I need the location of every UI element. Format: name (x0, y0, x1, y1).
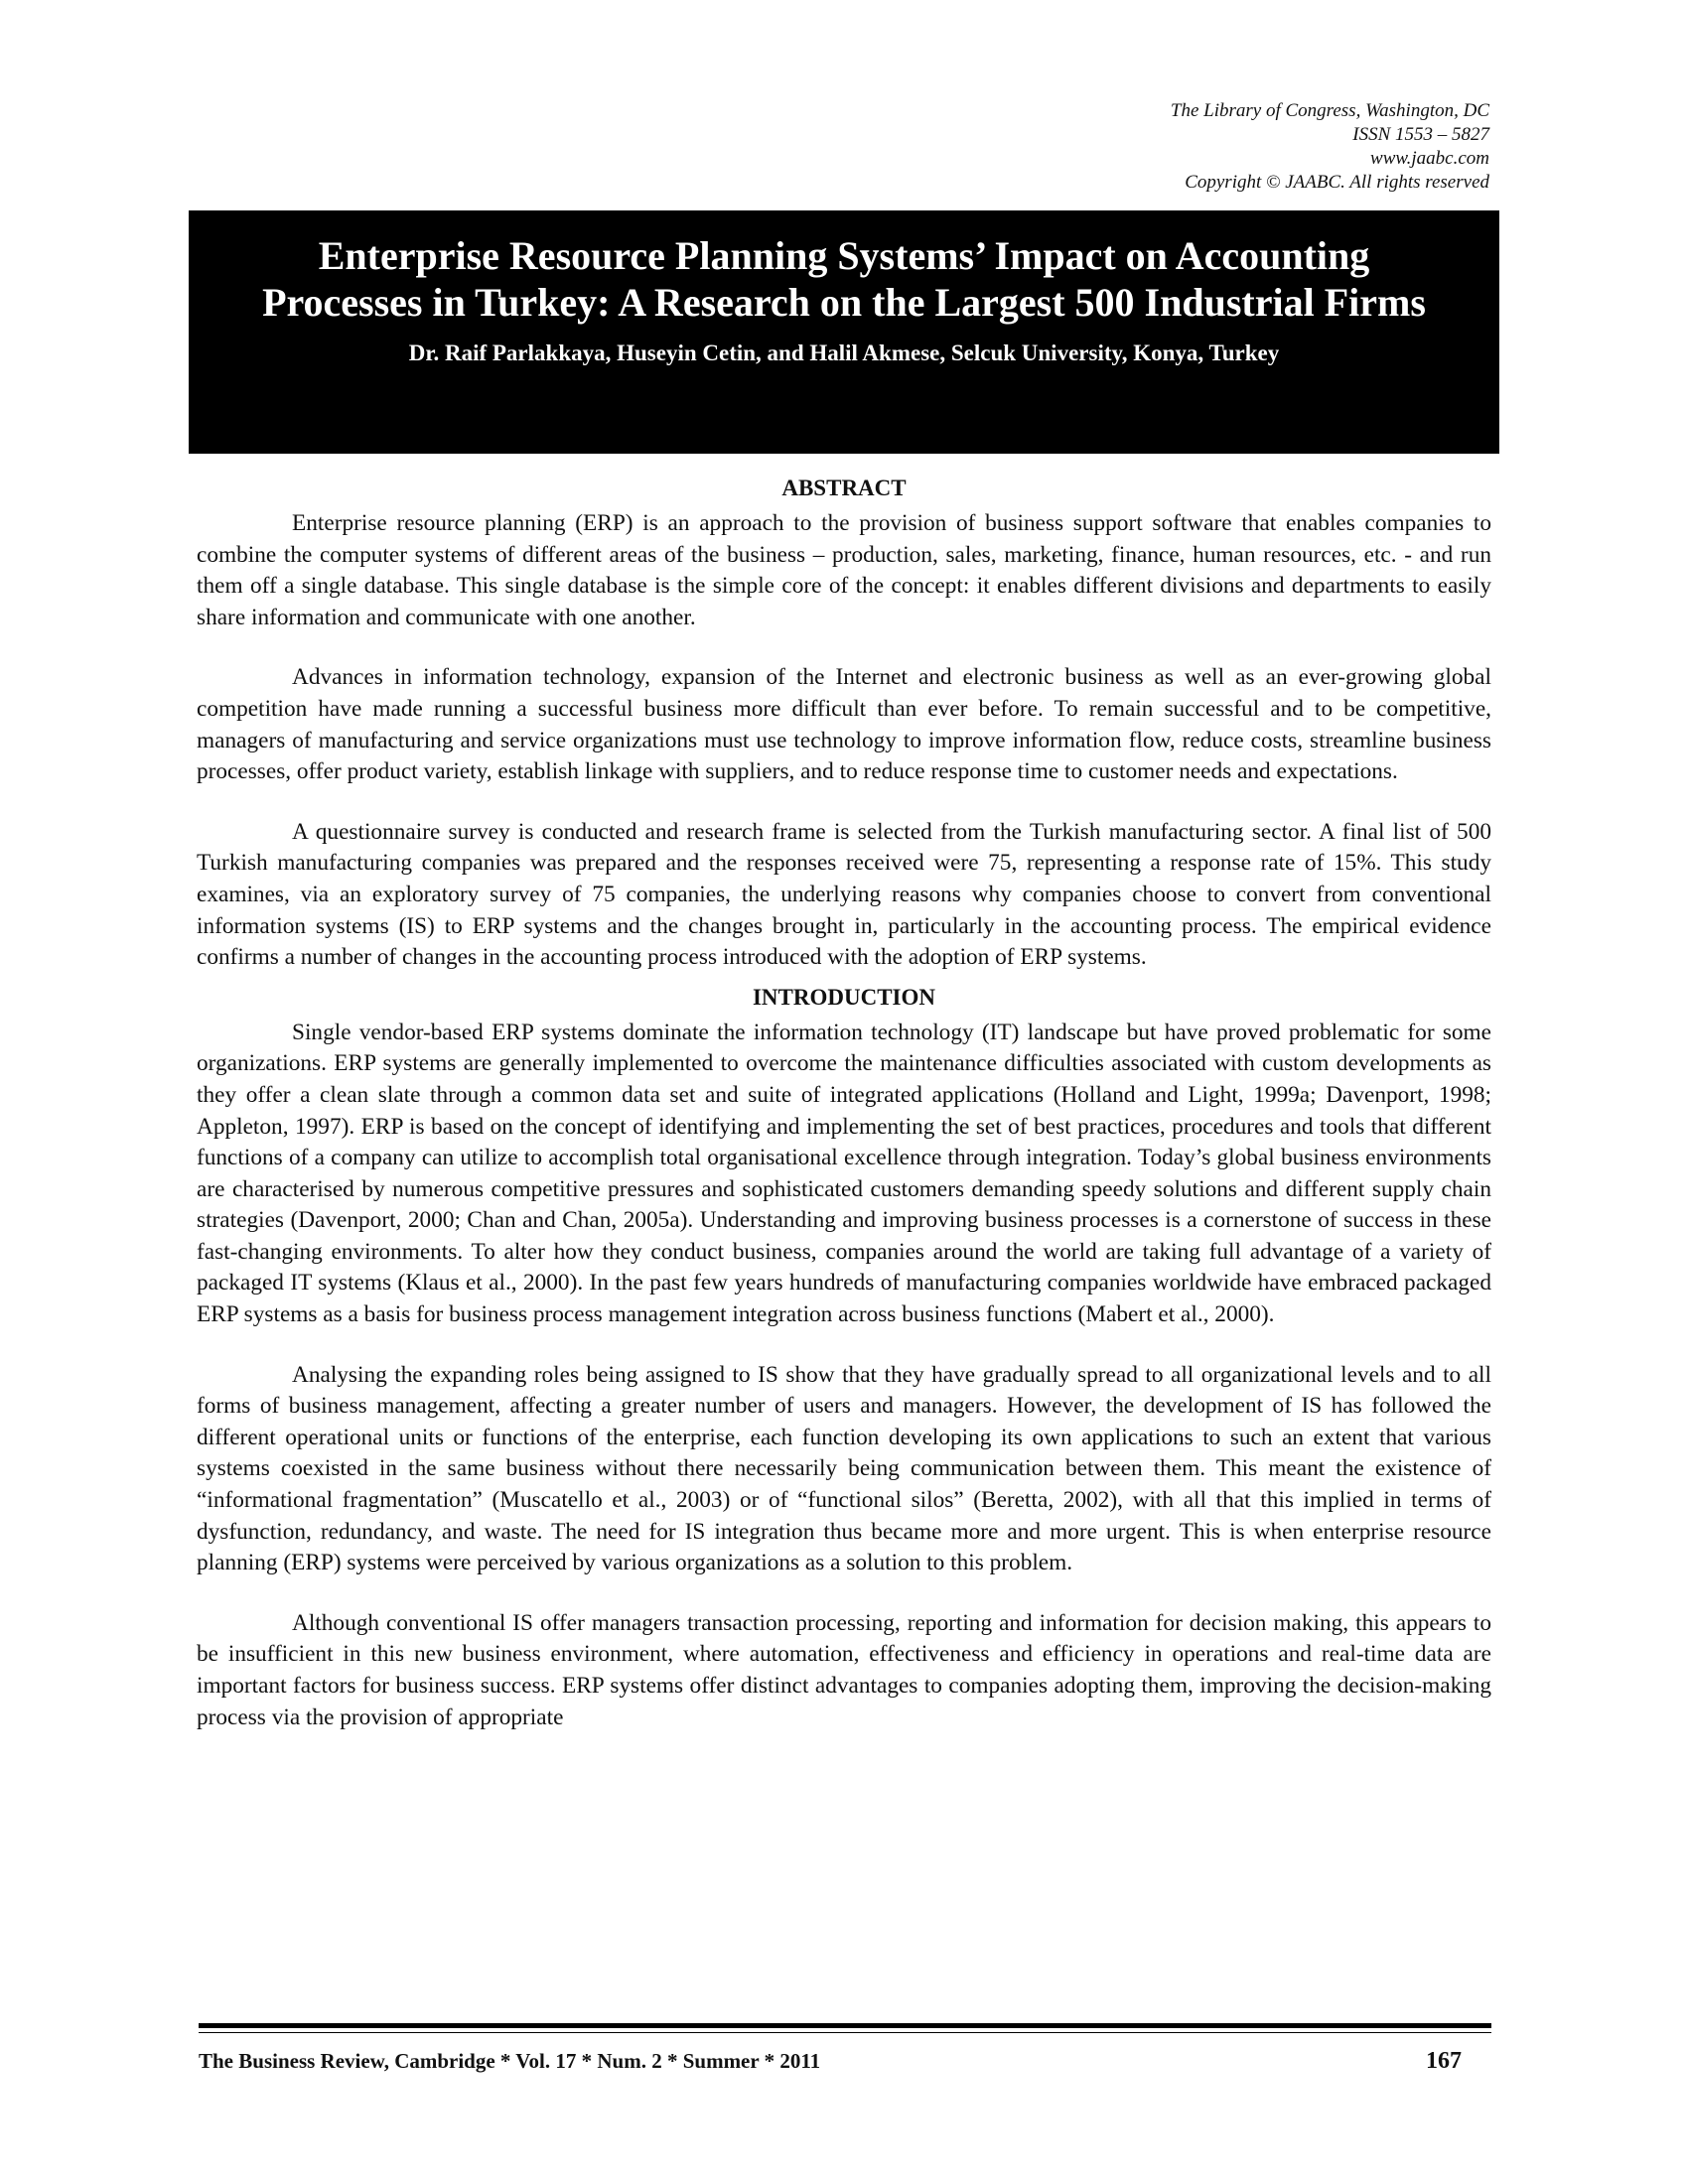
publication-info-line: ISSN 1553 – 5827 (1352, 124, 1489, 145)
abstract-paragraph: A questionnaire survey is conducted and research frame is selected from the Turkish manufacturing sector. A final list of 500 Turkish manufacturing companies was prepared and the responses received were 75, representing a response rate of 15%. This study examines, via an exploratory survey of 75 companies, the underlying reasons why companies choose to convert from conventional information systems (IS) to ERP systems and the changes brought in, particularly in the accounting process. The empirical evidence confirms a number of changes in the accounting process introduced with the adoption of ERP systems. (197, 818, 1491, 971)
paper-title: Enterprise Resource Planning Systems’ Impact on Accounting Processes in Turkey: A Research on the Largest 500 Industrial Firms (262, 233, 1426, 325)
author-line: Dr. Raif Parlakkaya, Huseyin Cetin, and Halil Akmese, Selcuk University, Konya, Turkey (408, 341, 1280, 365)
page-number: 167 (1426, 2048, 1462, 2074)
footer-rule-thin (199, 2032, 1491, 2033)
journal-citation: The Business Review, Cambridge * Vol. 17 * Num. 2 * Summer * 2011 (199, 2049, 821, 2073)
publication-info-line: Copyright © JAABC. All rights reserved (1185, 172, 1489, 193)
footer-rule (199, 2023, 1491, 2028)
introduction-paragraph: Analysing the expanding roles being assigned to IS show that they have gradually spread to all organizational levels and to all forms of business management, affecting a greater number of users and managers. However, the development of IS has followed the different operational units or functions of the enterprise, each function developing its own applications to such an extent that various systems coexisted in the same business without there necessarily being communication between them. This meant the existence of “informational fragmentation” (Muscatello et al., 2003) or of “functional silos” (Beretta, 2002), with all that this implied in terms of dysfunction, redundancy, and waste. The need for IS integration thus became more and more urgent. This is when enterprise resource planning (ERP) systems were perceived by various organizations as a solution to this problem. (197, 1361, 1491, 1576)
title-banner (189, 210, 1499, 454)
abstract-section (197, 469, 1491, 974)
footer-row (199, 2048, 1491, 2075)
introduction-heading: INTRODUCTION (752, 984, 936, 1010)
abstract-paragraph: Advances in information technology, expansion of the Internet and electronic business as well as an ever-growing global competition have made running a successful business more difficult than ever before. To remain successful and to be competitive, managers of manufacturing and service organizations must use technology to improve information flow, reduce costs, streamline business processes, offer product variety, establish linkage with suppliers, and to reduce response time to customer needs and expectations. (197, 664, 1491, 785)
introduction-paragraph: Single vendor-based ERP systems dominate the information technology (IT) landscape but have proved problematic for some organizations. ERP systems are generally implemented to overcome the maintenance difficulties associated with custom developments as they offer a clean slate through a common data set and suite of integrated applications (Holland and Light, 1999a; Davenport, 1998; Appleton, 1997). ERP is based on the concept of identifying and implementing the set of best practices, procedures and tools that different functions of a company can utilize to accomplish total organisational excellence through integration. Today’s global business environments are characterised by numerous competitive pressures and sophisticated customers demanding speedy solutions and different supply chain strategies (Davenport, 2000; Chan and Chan, 2005a). Understanding and improving business processes is a cornerstone of success in these fast-changing environments. To alter how they conduct business, companies around the world are taking full advantage of a variety of packaged IT systems (Klaus et al., 2000). In the past few years hundreds of manufacturing companies worldwide have embraced packaged ERP systems as a basis for business process management integration across business functions (Mabert et al., 2000). (197, 1019, 1491, 1328)
publication-info-line: The Library of Congress, Washington, DC (1170, 100, 1489, 121)
abstract-paragraph: Enterprise resource planning (ERP) is an approach to the provision of business support software that enables companies to combine the computer systems of different areas of the business – production, sales, marketing, finance, human resources, etc. - and run them off a single database. This single database is the simple core of the concept: it enables different divisions and departments to easily share information and communicate with one another. (197, 510, 1491, 630)
article-body (197, 465, 1491, 1733)
abstract-heading: ABSTRACT (781, 476, 907, 500)
publication-info-line: www.jaabc.com (1370, 148, 1489, 169)
page-footer (199, 2023, 1491, 2075)
introduction-paragraph: Although conventional IS offer managers transaction processing, reporting and information for decision making, this appears to be insufficient in this new business environment, where automation, effectiveness and efficiency in operations and real-time data are important factors for business success. ERP systems offer distinct advantages to companies adopting them, improving the decision-making process via the provision of appropriate (197, 1609, 1491, 1730)
introduction-section (197, 978, 1491, 1733)
publication-info (1171, 99, 1489, 195)
